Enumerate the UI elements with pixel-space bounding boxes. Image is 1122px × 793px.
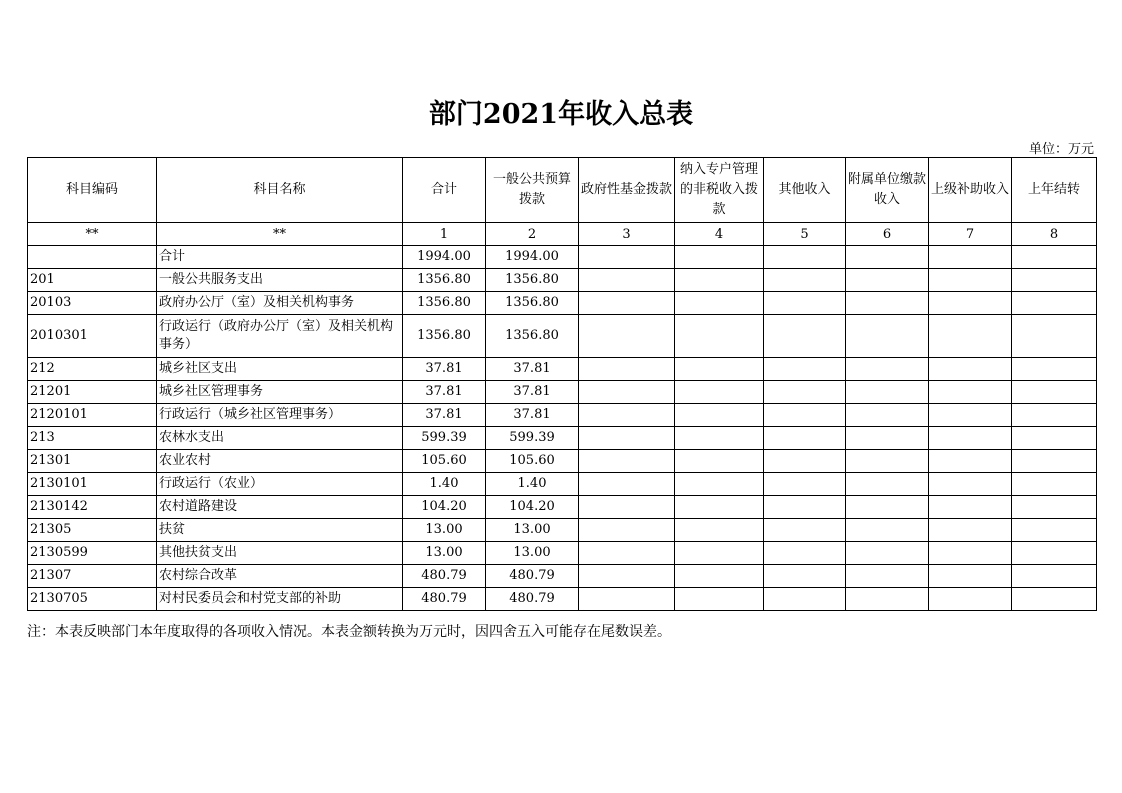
page-title: 部门2021年收入总表 bbox=[428, 99, 694, 130]
empty-cell bbox=[929, 246, 1012, 269]
empty-cell bbox=[764, 450, 846, 473]
empty-cell bbox=[929, 358, 1012, 381]
index-cell: 3 bbox=[579, 223, 675, 246]
empty-cell bbox=[675, 519, 764, 542]
table-row bbox=[28, 269, 1097, 292]
empty-cell bbox=[929, 473, 1012, 496]
header-cell: 科目名称 bbox=[157, 158, 403, 223]
empty-cell bbox=[1012, 473, 1097, 496]
empty-cell bbox=[929, 427, 1012, 450]
empty-cell bbox=[579, 519, 675, 542]
income-table bbox=[27, 157, 1097, 611]
code-cell: 2120101 bbox=[28, 404, 157, 427]
general-budget-cell: 480.79 bbox=[486, 588, 579, 611]
empty-cell bbox=[846, 404, 929, 427]
empty-cell bbox=[764, 427, 846, 450]
name-cell: 行政运行（政府办公厅（室）及相关机构事务） bbox=[157, 315, 403, 358]
empty-cell bbox=[929, 519, 1012, 542]
total-cell: 1356.80 bbox=[403, 315, 486, 358]
header-row bbox=[28, 158, 1097, 223]
code-cell: 212 bbox=[28, 358, 157, 381]
name-cell: 行政运行（农业） bbox=[157, 473, 403, 496]
empty-cell bbox=[929, 404, 1012, 427]
table-row bbox=[28, 427, 1097, 450]
empty-cell bbox=[846, 542, 929, 565]
empty-cell bbox=[675, 404, 764, 427]
empty-cell bbox=[929, 496, 1012, 519]
header-cell: 上年结转 bbox=[1012, 158, 1097, 223]
empty-cell bbox=[675, 450, 764, 473]
table-row bbox=[28, 542, 1097, 565]
header-cell: 科目编码 bbox=[28, 158, 157, 223]
empty-cell bbox=[846, 565, 929, 588]
code-cell: 21307 bbox=[28, 565, 157, 588]
general-budget-cell: 1356.80 bbox=[486, 315, 579, 358]
empty-cell bbox=[579, 450, 675, 473]
code-cell: 201 bbox=[28, 269, 157, 292]
code-cell: 2130142 bbox=[28, 496, 157, 519]
empty-cell bbox=[675, 427, 764, 450]
empty-cell bbox=[929, 542, 1012, 565]
empty-cell bbox=[929, 565, 1012, 588]
empty-cell bbox=[1012, 450, 1097, 473]
table-row bbox=[28, 246, 1097, 269]
empty-cell bbox=[675, 565, 764, 588]
table-row bbox=[28, 473, 1097, 496]
empty-cell bbox=[1012, 496, 1097, 519]
general-budget-cell: 1356.80 bbox=[486, 269, 579, 292]
table-row bbox=[28, 315, 1097, 358]
table-row bbox=[28, 519, 1097, 542]
general-budget-cell: 37.81 bbox=[486, 404, 579, 427]
empty-cell bbox=[846, 358, 929, 381]
empty-cell bbox=[579, 269, 675, 292]
empty-cell bbox=[929, 269, 1012, 292]
empty-cell bbox=[675, 496, 764, 519]
total-cell: 1356.80 bbox=[403, 292, 486, 315]
code-cell bbox=[28, 246, 157, 269]
total-cell: 1994.00 bbox=[403, 246, 486, 269]
empty-cell bbox=[764, 519, 846, 542]
general-budget-cell: 104.20 bbox=[486, 496, 579, 519]
empty-cell bbox=[1012, 588, 1097, 611]
table-row bbox=[28, 292, 1097, 315]
general-budget-cell: 37.81 bbox=[486, 358, 579, 381]
code-cell: 213 bbox=[28, 427, 157, 450]
footnote: 注：本表反映部门本年度取得的各项收入情况。本表金额转换为万元时，因四舍五入可能存在尾数误差。 bbox=[27, 624, 671, 640]
code-cell: 21201 bbox=[28, 381, 157, 404]
empty-cell bbox=[579, 292, 675, 315]
general-budget-cell: 480.79 bbox=[486, 565, 579, 588]
empty-cell bbox=[1012, 427, 1097, 450]
empty-cell bbox=[1012, 519, 1097, 542]
empty-cell bbox=[764, 269, 846, 292]
code-cell: 20103 bbox=[28, 292, 157, 315]
empty-cell bbox=[846, 292, 929, 315]
index-cell: 8 bbox=[1012, 223, 1097, 246]
empty-cell bbox=[764, 246, 846, 269]
total-cell: 104.20 bbox=[403, 496, 486, 519]
name-cell: 政府办公厅（室）及相关机构事务 bbox=[157, 292, 403, 315]
empty-cell bbox=[675, 542, 764, 565]
code-cell: 2130101 bbox=[28, 473, 157, 496]
empty-cell bbox=[579, 404, 675, 427]
total-cell: 1.40 bbox=[403, 473, 486, 496]
total-cell: 480.79 bbox=[403, 588, 486, 611]
index-cell: 7 bbox=[929, 223, 1012, 246]
empty-cell bbox=[764, 588, 846, 611]
table-row bbox=[28, 565, 1097, 588]
empty-cell bbox=[929, 381, 1012, 404]
name-cell: 农业农村 bbox=[157, 450, 403, 473]
general-budget-cell: 1994.00 bbox=[486, 246, 579, 269]
empty-cell bbox=[579, 315, 675, 358]
general-budget-cell: 1.40 bbox=[486, 473, 579, 496]
empty-cell bbox=[675, 269, 764, 292]
empty-cell bbox=[1012, 292, 1097, 315]
index-cell: ** bbox=[28, 223, 157, 246]
name-cell: 合计 bbox=[157, 246, 403, 269]
empty-cell bbox=[579, 542, 675, 565]
empty-cell bbox=[846, 450, 929, 473]
empty-cell bbox=[675, 292, 764, 315]
general-budget-cell: 37.81 bbox=[486, 381, 579, 404]
empty-cell bbox=[675, 473, 764, 496]
empty-cell bbox=[846, 496, 929, 519]
empty-cell bbox=[1012, 246, 1097, 269]
empty-cell bbox=[579, 381, 675, 404]
name-cell: 行政运行（城乡社区管理事务） bbox=[157, 404, 403, 427]
code-cell: 2130705 bbox=[28, 588, 157, 611]
table-row bbox=[28, 404, 1097, 427]
empty-cell bbox=[846, 381, 929, 404]
header-cell: 一般公共预算拨款 bbox=[486, 158, 579, 223]
empty-cell bbox=[929, 588, 1012, 611]
empty-cell bbox=[764, 358, 846, 381]
empty-cell bbox=[846, 473, 929, 496]
name-cell: 一般公共服务支出 bbox=[157, 269, 403, 292]
empty-cell bbox=[675, 358, 764, 381]
empty-cell bbox=[846, 315, 929, 358]
empty-cell bbox=[929, 292, 1012, 315]
empty-cell bbox=[764, 542, 846, 565]
empty-cell bbox=[1012, 542, 1097, 565]
total-cell: 105.60 bbox=[403, 450, 486, 473]
code-cell: 2010301 bbox=[28, 315, 157, 358]
total-cell: 37.81 bbox=[403, 404, 486, 427]
total-cell: 480.79 bbox=[403, 565, 486, 588]
empty-cell bbox=[579, 358, 675, 381]
name-cell: 城乡社区管理事务 bbox=[157, 381, 403, 404]
header-cell: 政府性基金拨款 bbox=[579, 158, 675, 223]
empty-cell bbox=[579, 246, 675, 269]
empty-cell bbox=[579, 473, 675, 496]
empty-cell bbox=[579, 565, 675, 588]
empty-cell bbox=[764, 292, 846, 315]
general-budget-cell: 13.00 bbox=[486, 519, 579, 542]
name-cell: 农村综合改革 bbox=[157, 565, 403, 588]
table-row bbox=[28, 381, 1097, 404]
empty-cell bbox=[1012, 565, 1097, 588]
empty-cell bbox=[579, 588, 675, 611]
empty-cell bbox=[846, 427, 929, 450]
empty-cell bbox=[675, 588, 764, 611]
total-cell: 13.00 bbox=[403, 542, 486, 565]
empty-cell bbox=[1012, 269, 1097, 292]
code-cell: 2130599 bbox=[28, 542, 157, 565]
header-cell: 合计 bbox=[403, 158, 486, 223]
empty-cell bbox=[846, 246, 929, 269]
index-cell: 5 bbox=[764, 223, 846, 246]
empty-cell bbox=[764, 404, 846, 427]
index-cell: 2 bbox=[486, 223, 579, 246]
index-cell: 4 bbox=[675, 223, 764, 246]
code-cell: 21305 bbox=[28, 519, 157, 542]
name-cell: 扶贫 bbox=[157, 519, 403, 542]
empty-cell bbox=[579, 427, 675, 450]
empty-cell bbox=[929, 450, 1012, 473]
empty-cell bbox=[675, 246, 764, 269]
empty-cell bbox=[675, 315, 764, 358]
empty-cell bbox=[675, 381, 764, 404]
header-cell: 附属单位缴款收入 bbox=[846, 158, 929, 223]
header-cell: 其他收入 bbox=[764, 158, 846, 223]
general-budget-cell: 13.00 bbox=[486, 542, 579, 565]
empty-cell bbox=[1012, 381, 1097, 404]
empty-cell bbox=[764, 315, 846, 358]
general-budget-cell: 105.60 bbox=[486, 450, 579, 473]
general-budget-cell: 1356.80 bbox=[486, 292, 579, 315]
empty-cell bbox=[846, 519, 929, 542]
empty-cell bbox=[1012, 358, 1097, 381]
total-cell: 37.81 bbox=[403, 358, 486, 381]
name-cell: 农林水支出 bbox=[157, 427, 403, 450]
empty-cell bbox=[764, 381, 846, 404]
header-cell: 上级补助收入 bbox=[929, 158, 1012, 223]
empty-cell bbox=[764, 565, 846, 588]
table-row bbox=[28, 358, 1097, 381]
index-cell: 1 bbox=[403, 223, 486, 246]
total-cell: 1356.80 bbox=[403, 269, 486, 292]
total-cell: 13.00 bbox=[403, 519, 486, 542]
table-row bbox=[28, 496, 1097, 519]
empty-cell bbox=[764, 473, 846, 496]
total-cell: 37.81 bbox=[403, 381, 486, 404]
name-cell: 农村道路建设 bbox=[157, 496, 403, 519]
empty-cell bbox=[929, 315, 1012, 358]
name-cell: 对村民委员会和村党支部的补助 bbox=[157, 588, 403, 611]
name-cell: 城乡社区支出 bbox=[157, 358, 403, 381]
general-budget-cell: 599.39 bbox=[486, 427, 579, 450]
index-cell: ** bbox=[157, 223, 403, 246]
empty-cell bbox=[1012, 315, 1097, 358]
index-row bbox=[28, 223, 1097, 246]
table-row bbox=[28, 588, 1097, 611]
empty-cell bbox=[846, 269, 929, 292]
unit-label: 单位：万元 bbox=[1028, 142, 1094, 157]
header-cell: 纳入专户管理的非税收入拨款 bbox=[675, 158, 764, 223]
empty-cell bbox=[1012, 404, 1097, 427]
empty-cell bbox=[764, 496, 846, 519]
empty-cell bbox=[846, 588, 929, 611]
name-cell: 其他扶贫支出 bbox=[157, 542, 403, 565]
index-cell: 6 bbox=[846, 223, 929, 246]
code-cell: 21301 bbox=[28, 450, 157, 473]
table-row bbox=[28, 450, 1097, 473]
empty-cell bbox=[579, 496, 675, 519]
total-cell: 599.39 bbox=[403, 427, 486, 450]
